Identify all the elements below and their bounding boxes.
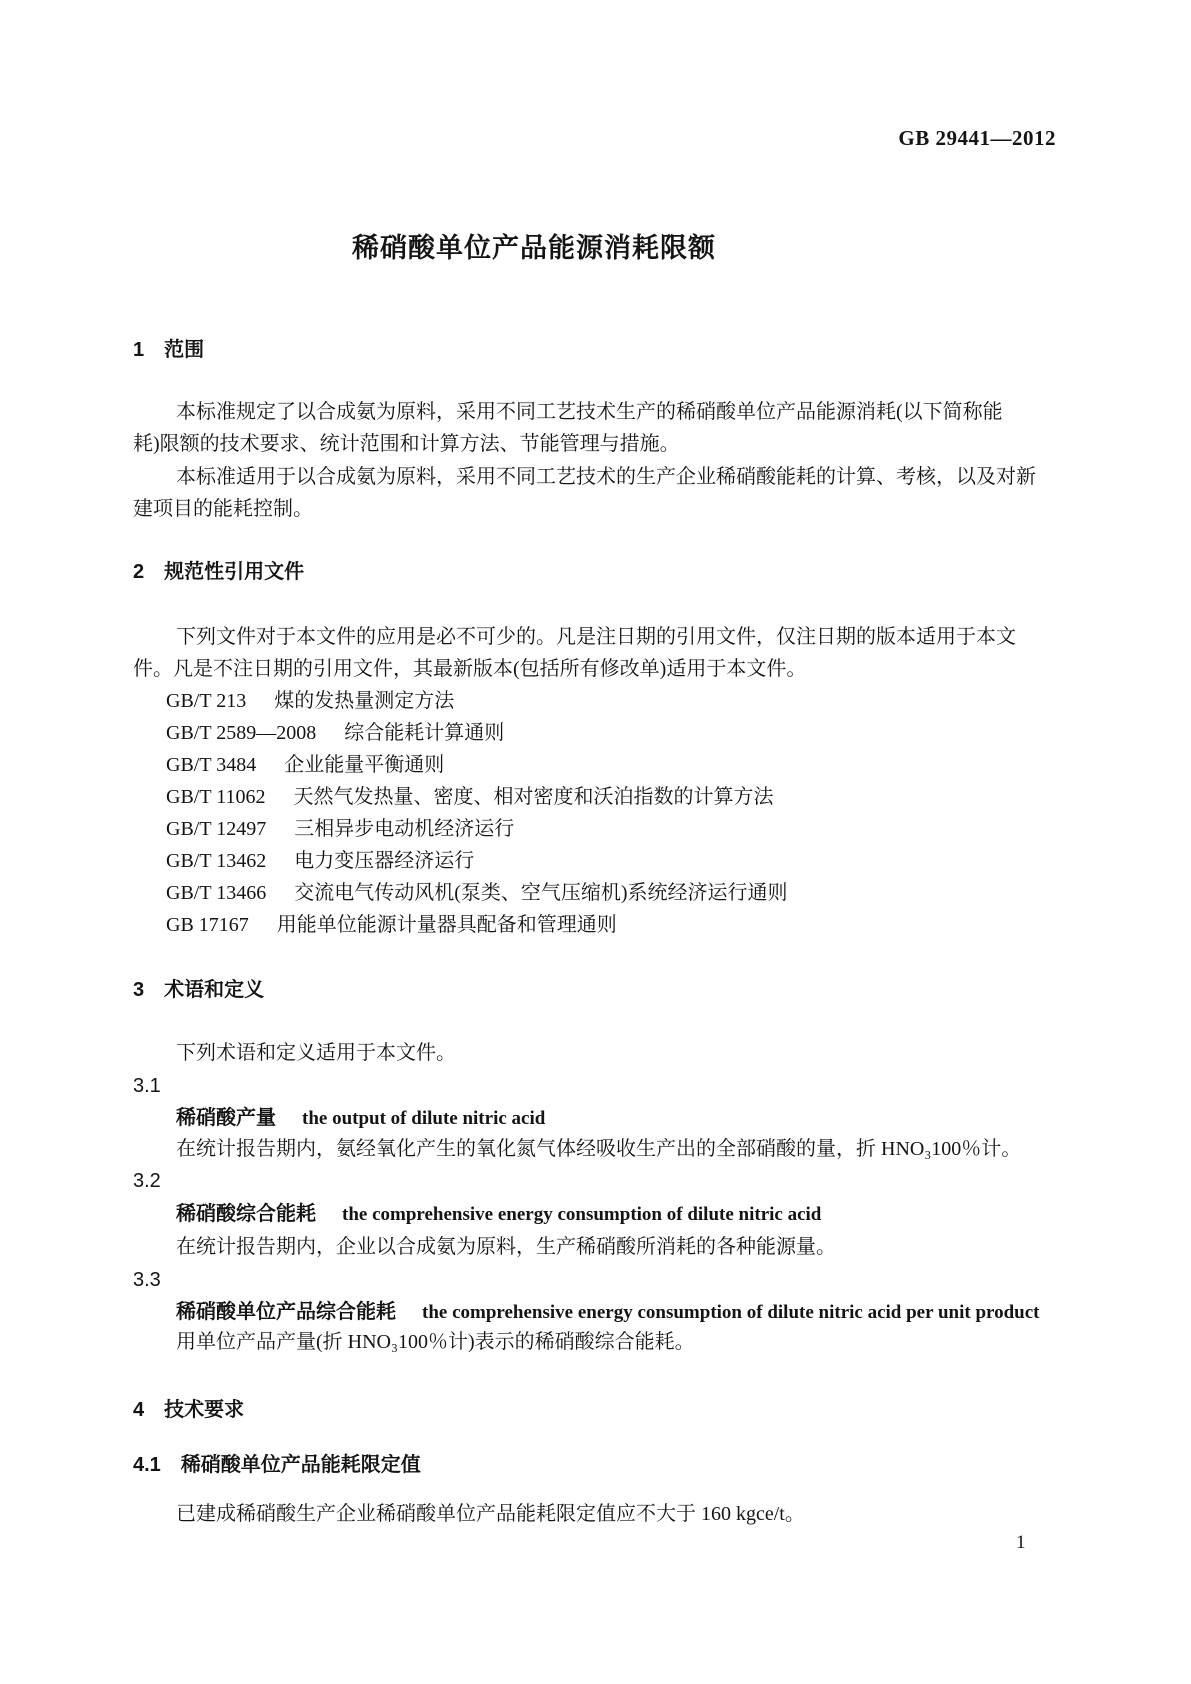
ref-code: GB/T 3484 [166,754,257,776]
section-1-title: 范围 [164,339,205,361]
term-3-3 [176,1296,1040,1329]
reference-item [166,781,773,813]
reference-item [166,845,474,877]
section-3-number: 3 [133,979,145,1001]
term-3-3-definition: 用单位产品产量(折 HNO₃100％计)表示的稀硝酸综合能耗。 [176,1331,695,1353]
ref-code: GB/T 13466 [166,882,267,904]
term-3-1-definition: 在统计报告期内，氨经氧化产生的氧化氮气体经吸收生产出的全部硝酸的量，折 HNO₃100％计。 [176,1138,1022,1160]
term-3-1-number: 3.1 [133,1075,161,1097]
section-1-number: 1 [133,339,145,361]
section-2-heading [133,556,304,588]
term-3-2-zh: 稀硝酸综合能耗 [176,1203,316,1225]
ref-code: GB/T 2589—2008 [166,722,317,744]
term-3-2 [176,1198,821,1231]
s4-1-body: 已建成稀硝酸生产企业稀硝酸单位产品能耗限定值应不大于 160 kgce/t。 [176,1503,805,1525]
reference-item [166,909,617,941]
s1-paragraph2-line1: 本标准适用于以合成氨为原料，采用不同工艺技术的生产企业稀硝酸能耗的计算、考核，以及对新 [176,466,1036,488]
standard-code: GB 29441—2012 [898,126,1056,150]
reference-item [166,717,504,749]
ref-code: GB 17167 [166,914,249,936]
reference-item [166,813,514,845]
ref-code: GB/T 11062 [166,786,266,808]
term-3-1-zh: 稀硝酸产量 [176,1107,276,1129]
s2-paragraph1-line1: 下列文件对于本文件的应用是必不可少的。凡是注日期的引用文件，仅注日期的版本适用于本文 [176,626,1016,648]
s2-paragraph1-line2: 件。凡是不注日期的引用文件，其最新版本(包括所有修改单)适用于本文件。 [133,658,807,680]
ref-title: 煤的发热量测定方法 [274,690,455,712]
s1-paragraph2-line2: 建项目的能耗控制。 [133,498,313,520]
term-3-1-en: the output of dilute nitric acid [302,1108,546,1129]
section-4-1-title: 稀硝酸单位产品能耗限定值 [180,1454,421,1476]
s1-paragraph1-line1: 本标准规定了以合成氨为原料，采用不同工艺技术生产的稀硝酸单位产品能源消耗(以下简称能 [176,401,1003,423]
term-3-2-number: 3.2 [133,1170,161,1192]
page-number: 1 [1016,1532,1026,1553]
section-1-heading [133,334,204,366]
reference-item [166,877,788,909]
s3-intro: 下列术语和定义适用于本文件。 [176,1042,456,1064]
ref-title: 用能单位能源计量器具配备和管理通则 [276,914,617,936]
section-2-title: 规范性引用文件 [164,561,305,583]
section-4-heading [133,1394,244,1426]
section-2-number: 2 [133,561,145,583]
ref-title: 综合能耗计算通则 [344,722,505,744]
section-4-title: 技术要求 [164,1399,245,1421]
term-3-2-en: the comprehensive energy consumption of dilute nitric acid [342,1204,822,1225]
section-3-title: 术语和定义 [164,979,265,1001]
section-3-heading [133,974,264,1006]
section-4-1-number: 4.1 [133,1454,161,1476]
ref-code: GB/T 12497 [166,818,267,840]
ref-title: 交流电气传动风机(泵类、空气压缩机)系统经济运行通则 [294,882,788,904]
term-3-3-en: the comprehensive energy consumption of dilute nitric acid per unit product [422,1302,1040,1323]
reference-item [166,685,454,717]
section-4-number: 4 [133,1399,145,1421]
term-3-2-definition: 在统计报告期内，企业以合成氨为原料，生产稀硝酸所消耗的各种能源量。 [176,1236,836,1258]
term-3-1 [176,1102,545,1135]
ref-code: GB/T 13462 [166,850,267,872]
document-title: 稀硝酸单位产品能源消耗限额 [352,233,716,263]
term-3-3-number: 3.3 [133,1269,161,1291]
term-3-3-zh: 稀硝酸单位产品综合能耗 [176,1301,396,1323]
ref-title: 电力变压器经济运行 [294,850,475,872]
ref-code: GB/T 213 [166,690,247,712]
ref-title: 三相异步电动机经济运行 [294,818,515,840]
reference-item [166,749,444,781]
s1-paragraph1-line2: 耗)限额的技术要求、统计范围和计算方法、节能管理与措施。 [133,433,680,455]
ref-title: 企业能量平衡通则 [284,754,445,776]
section-4-1-heading [133,1449,421,1481]
ref-title: 天然气发热量、密度、相对密度和沃泊指数的计算方法 [293,786,774,808]
